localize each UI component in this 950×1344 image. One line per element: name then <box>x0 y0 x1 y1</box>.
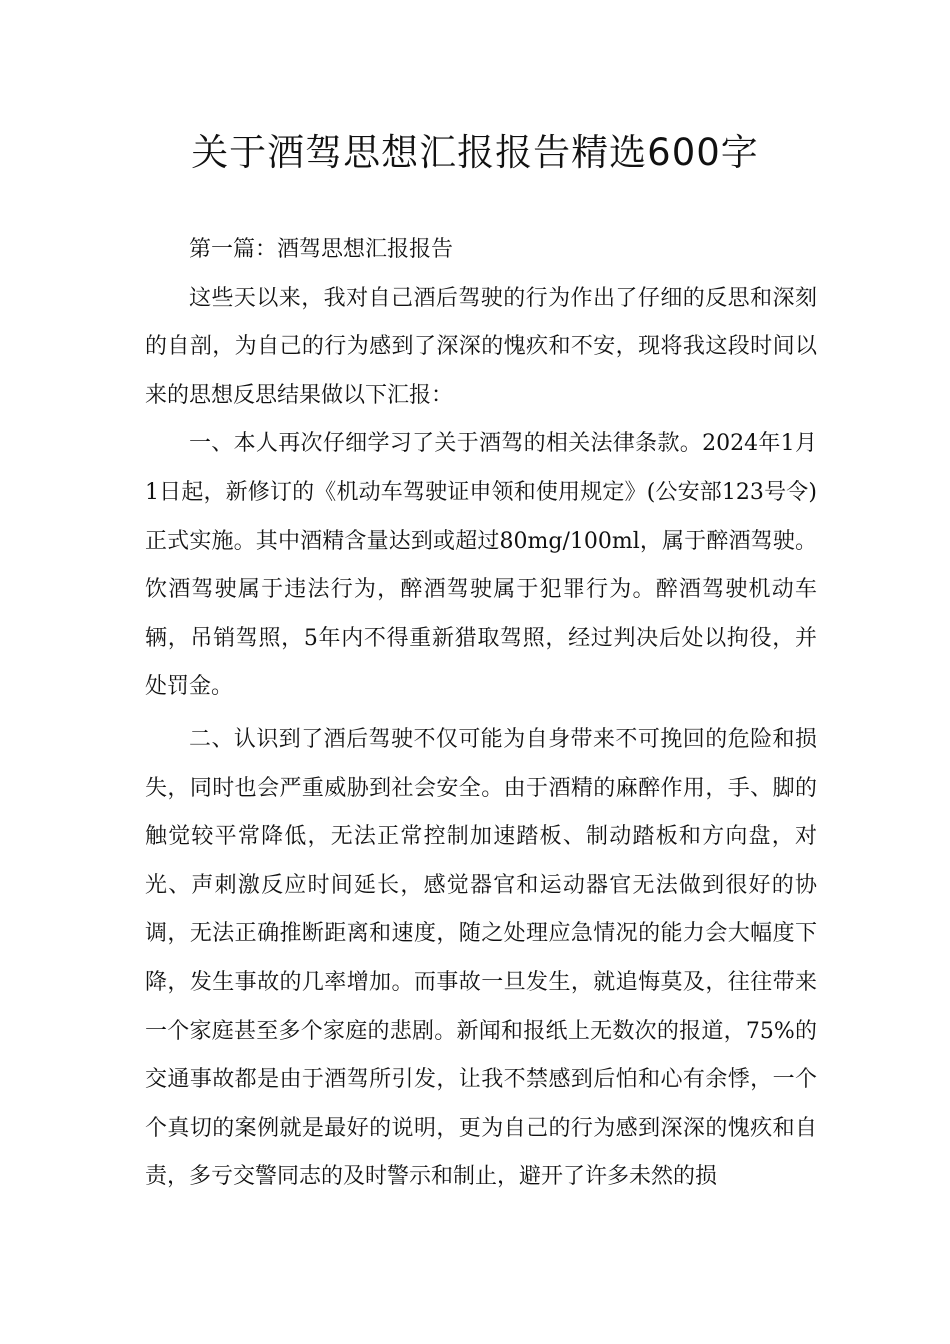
paragraph-point-two: 二、认识到了酒后驾驶不仅可能为自身带来不可挽回的危险和损失，同时也会严重威胁到社会安全。由于酒精的麻醉作用，手、脚的触觉较平常降低，无法正常控制加速踏板、制动踏板和方向盘，对光、声刺激反应时间延长，感觉器官和运动器官无法做到很好的协调，无法正确推断距离和速度，随之处理应急情况的能力会大幅度下降，发生事故的几率增加。而事故一旦发生，就追悔莫及，往往带来一个家庭甚至多个家庭的悲剧。新闻和报纸上无数次的报道，75%的交通事故都是由于酒驾所引发，让我不禁感到后怕和心有余悸，一个个真切的案例就是最好的说明，更为自己的行为感到深深的愧疚和自责，多亏交警同志的及时警示和制止，避开了许多未然的损 <box>145 726 817 1190</box>
document-title: 关于酒驾思想汇报报告精选600字 <box>191 131 759 174</box>
document-body <box>145 226 817 1202</box>
paragraph-intro: 这些天以来，我对自己酒后驾驶的行为作出了仔细的反思和深刻的自剖，为自己的行为感到了深深的愧疚和不安，现将我这段时间以来的思想反思结果做以下汇报： <box>145 285 817 408</box>
paragraph-point-one: 一、本人再次仔细学习了关于酒驾的相关法律条款。2024年1月1日起，新修订的《机动车驾驶证申领和使用规定》(公安部123号令)正式实施。其中酒精含量达到或超过80mg/100ml，属于醉酒驾驶。饮酒驾驶属于违法行为，醉酒驾驶属于犯罪行为。醉酒驾驶机动车辆，吊销驾照，5年内不得重新猎取驾照，经过判决后处以拘役，并处罚金。 <box>145 431 817 700</box>
section-heading: 第一篇：酒驾思想汇报报告 <box>189 237 454 262</box>
